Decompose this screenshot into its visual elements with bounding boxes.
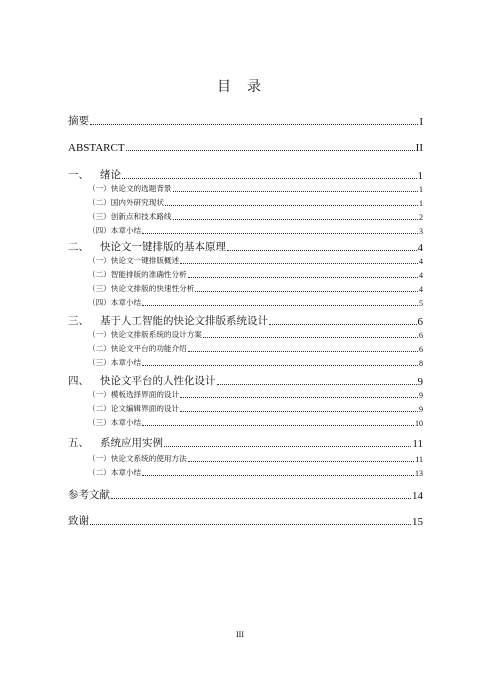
- toc-entry-chapter[interactable]: [68, 240, 423, 254]
- toc-entry-label: [68, 373, 216, 388]
- toc-entry-label: [68, 313, 268, 328]
- toc-entry-label: （一）模板选择界面的设计: [88, 390, 180, 399]
- toc-entry-top[interactable]: [68, 514, 423, 528]
- toc-entry-section[interactable]: [88, 390, 423, 400]
- dot-leader: [142, 475, 414, 476]
- toc-entry-chapter[interactable]: [68, 168, 423, 182]
- toc-entry-page: 6: [419, 331, 423, 340]
- toc-entry-section[interactable]: [88, 358, 423, 368]
- toc-entry-label: （一）快论文系统的使用方法: [88, 454, 187, 463]
- dot-leader: [227, 250, 417, 251]
- toc-entry-chapter[interactable]: [68, 314, 423, 328]
- chapter-number: 二、: [68, 241, 89, 253]
- page-number-footer: III: [236, 630, 244, 639]
- chapter-title: 快论文平台的人性化设计: [100, 375, 216, 387]
- toc-entry-section[interactable]: [88, 226, 423, 236]
- dot-leader: [165, 205, 418, 206]
- toc-entry-page: 11: [415, 455, 423, 464]
- toc-entry-section[interactable]: [88, 256, 423, 266]
- chapter-title: 系统应用实例: [100, 437, 163, 449]
- toc-entry-label: （二）国内外研究现状: [88, 198, 164, 207]
- toc-entry-label: [68, 167, 121, 182]
- toc-entry-page: 1: [419, 185, 423, 194]
- toc-entry-page: 4: [419, 257, 423, 266]
- chapter-number: 三、: [68, 315, 89, 327]
- dot-leader: [195, 291, 418, 292]
- toc-entry-section[interactable]: [88, 298, 423, 308]
- toc-entry-label: 致谢: [68, 515, 89, 527]
- chapter-title: 绪论: [100, 169, 121, 181]
- toc-entry-label: （二）快论文平台的功能介绍: [88, 344, 187, 353]
- dot-leader: [203, 337, 418, 338]
- dot-leader: [217, 384, 417, 385]
- toc-entry-page: 1: [417, 170, 423, 182]
- toc-title-char-2: 录: [247, 79, 263, 95]
- toc-entry-page: I: [419, 116, 423, 128]
- toc-entry-page: 4: [419, 285, 423, 294]
- toc-entry-section[interactable]: [88, 212, 423, 222]
- dot-leader: [90, 524, 411, 525]
- chapter-title: 基于人工智能的快论文排版系统设计: [100, 315, 268, 327]
- toc-entry-label: （二）本章小结: [88, 468, 142, 477]
- toc-entry-page: 6: [419, 345, 423, 354]
- toc-entry-section[interactable]: [88, 284, 423, 294]
- toc-entry-page: 9: [419, 405, 423, 414]
- dot-leader: [126, 150, 415, 151]
- chapter-number: 四、: [68, 375, 89, 387]
- toc-entry-section[interactable]: [88, 454, 423, 464]
- toc-entry-label: （四）本章小结: [88, 226, 142, 235]
- toc-entry-page: 4: [419, 271, 423, 280]
- toc-entry-page: 9: [417, 376, 423, 388]
- toc-entry-label: [68, 239, 226, 254]
- toc-entry-page: 6: [417, 316, 423, 328]
- toc-entry-section[interactable]: [88, 184, 423, 194]
- toc-entry-section[interactable]: [88, 344, 423, 354]
- toc-entry-label: [68, 435, 163, 450]
- dot-leader: [142, 233, 418, 234]
- toc-entry-label: （四）本章小结: [88, 298, 142, 307]
- chapter-number: 五、: [68, 437, 89, 449]
- toc-entry-page: 13: [415, 469, 423, 478]
- dot-leader: [173, 219, 418, 220]
- dot-leader: [122, 178, 417, 179]
- toc-title: [0, 76, 480, 96]
- toc-entry-page: 14: [412, 490, 423, 502]
- chapter-title: 快论文一键排版的基本原理: [100, 241, 226, 253]
- toc-entry-label: （二）论文编辑界面的设计: [88, 404, 180, 413]
- toc-entry-page: 5: [419, 299, 423, 308]
- toc-entry-label: 摘要: [68, 115, 89, 127]
- toc-entry-page: 8: [419, 359, 423, 368]
- dot-leader: [180, 411, 418, 412]
- dot-leader: [164, 446, 411, 447]
- toc-entry-label: 参考文献: [68, 489, 110, 501]
- toc-entry-section[interactable]: [88, 468, 423, 478]
- toc-entry-chapter[interactable]: [68, 374, 423, 388]
- dot-leader: [188, 351, 418, 352]
- toc-entry-page: 11: [412, 438, 423, 450]
- dot-leader: [180, 397, 418, 398]
- toc-entry-section[interactable]: [88, 330, 423, 340]
- toc-entry-section[interactable]: [88, 404, 423, 414]
- toc-entry-section[interactable]: [88, 418, 423, 428]
- toc-entry-page: 3: [419, 227, 423, 236]
- toc-entry-label: （三）本章小结: [88, 358, 142, 367]
- toc-entry-page: 9: [419, 391, 423, 400]
- toc-entry-chapter[interactable]: [68, 436, 423, 450]
- toc-entry-top[interactable]: [68, 488, 423, 502]
- toc-title-char-1: 目: [217, 79, 233, 95]
- toc-entry-label: ABSTARCT: [68, 142, 125, 154]
- toc-entry-page: 1: [419, 199, 423, 208]
- dot-leader: [142, 365, 418, 366]
- toc-entry-page: 2: [419, 213, 423, 222]
- toc-entry-section[interactable]: [88, 270, 423, 280]
- toc-entry-page: 10: [415, 419, 423, 428]
- toc-entry-label: （三）本章小结: [88, 418, 142, 427]
- toc-entry-label: （二）智能排版的准确性分析: [88, 270, 187, 279]
- dot-leader: [142, 425, 414, 426]
- dot-leader: [269, 324, 417, 325]
- toc-entry-section[interactable]: [88, 198, 423, 208]
- dot-leader: [180, 263, 418, 264]
- toc-entry-top[interactable]: [68, 140, 423, 154]
- chapter-number: 一、: [68, 169, 89, 181]
- toc-entry-label: （一）快论文排版系统的设计方案: [88, 330, 202, 339]
- toc-entry-page: II: [415, 142, 423, 154]
- dot-leader: [111, 498, 411, 499]
- dot-leader: [173, 191, 418, 192]
- dot-leader: [188, 277, 418, 278]
- dot-leader: [90, 124, 418, 125]
- toc-entry-top[interactable]: [68, 114, 423, 128]
- dot-leader: [188, 461, 415, 462]
- toc-entry-label: （三）快论文排版的快速性分析: [88, 284, 195, 293]
- toc-entry-page: 15: [412, 516, 423, 528]
- toc-entry-page: 4: [417, 242, 423, 254]
- toc-entry-label: （一）快论文的选题背景: [88, 184, 172, 193]
- toc-entry-label: （一）快论文一键排版概述: [88, 256, 180, 265]
- toc-entry-label: （三）创新点和技术路线: [88, 212, 172, 221]
- dot-leader: [142, 305, 418, 306]
